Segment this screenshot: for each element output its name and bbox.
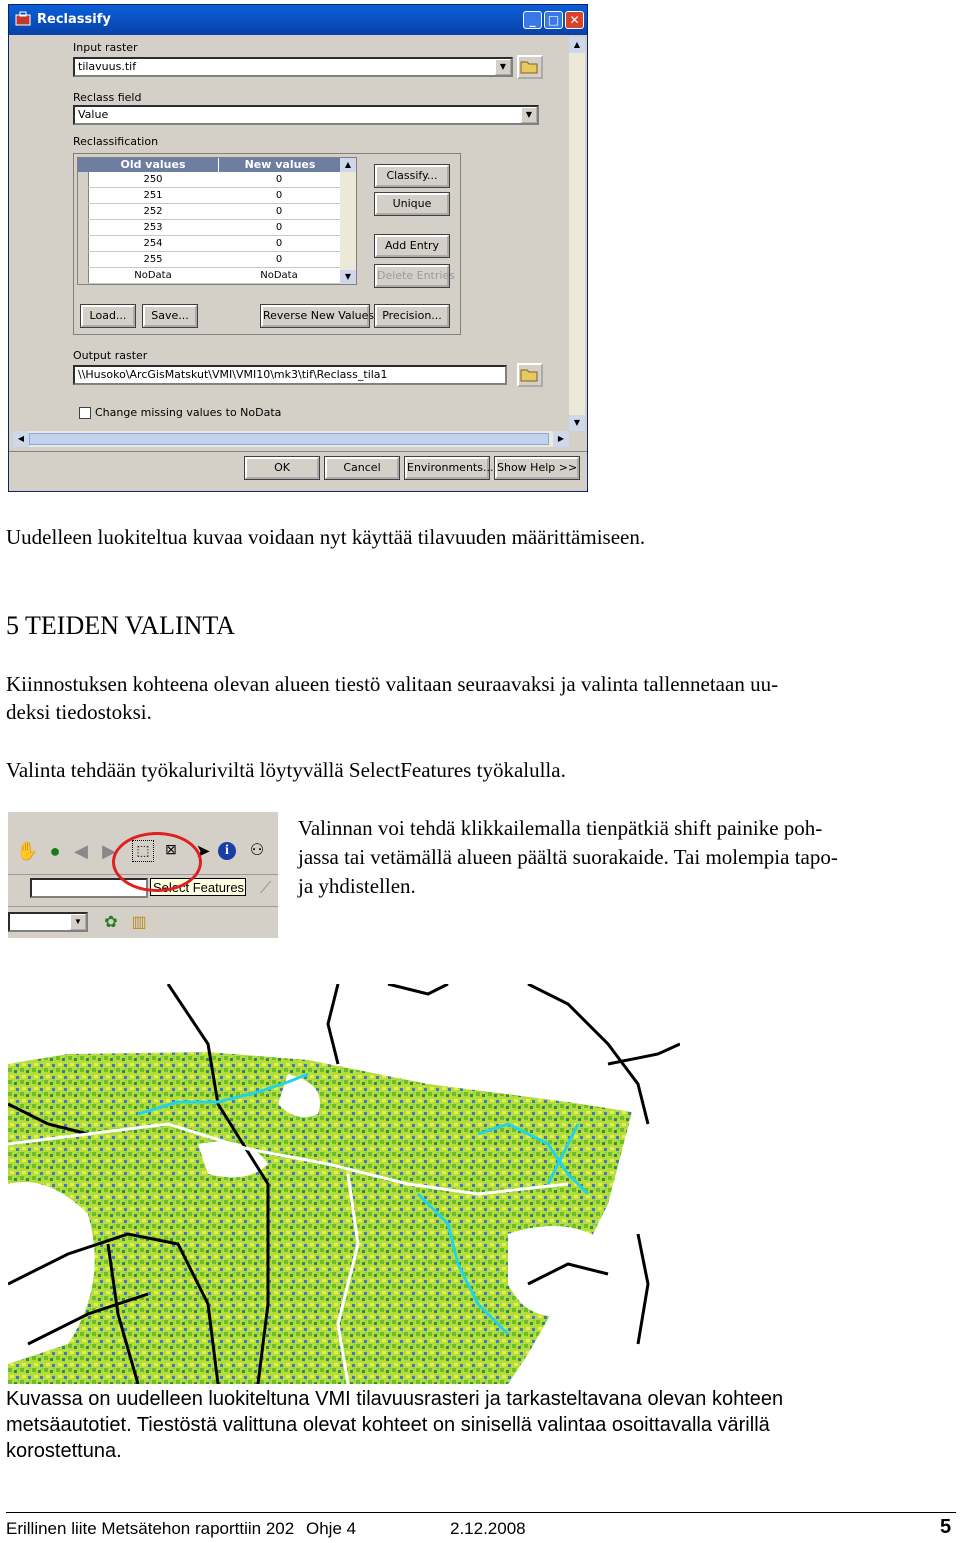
table-body — [88, 172, 340, 284]
identify-icon[interactable]: i — [218, 842, 236, 860]
environments-button[interactable]: Environments... — [405, 457, 489, 479]
reverse-new-values-button[interactable]: Reverse New Values — [261, 305, 369, 327]
chevron-down-icon[interactable]: ▼ — [70, 914, 86, 930]
new-value-cell[interactable]: 0 — [218, 236, 340, 252]
old-value-cell[interactable]: 253 — [88, 220, 218, 236]
side-text-line-2: jassa tai vetämällä alueen päältä suorakaide. Tai molempia tapo- — [298, 845, 838, 869]
clear-selection-icon[interactable]: ⊠ — [165, 843, 177, 858]
table-row[interactable] — [88, 236, 340, 252]
chevron-up-icon[interactable]: ▲ — [569, 37, 585, 53]
reclass-field-label: Reclass field — [73, 91, 142, 104]
close-button[interactable]: ✕ — [565, 11, 584, 29]
delete-entries-button[interactable]: Delete Entries — [375, 265, 449, 287]
back-arrow-icon[interactable]: ◀ — [74, 841, 88, 861]
open-folder-button[interactable] — [517, 55, 543, 79]
folder-icon — [519, 365, 539, 383]
reclassify-dialog — [8, 4, 588, 492]
caption-line-3: korostettuna. — [6, 1440, 122, 1462]
classify-button[interactable]: Classify... — [375, 165, 449, 187]
reclass-field-select[interactable]: Value — [73, 105, 539, 125]
save-folder-button[interactable] — [517, 363, 543, 387]
add-entry-button[interactable]: Add Entry — [375, 235, 449, 257]
find-icon[interactable]: ⚇ — [249, 842, 265, 859]
old-value-cell[interactable]: 254 — [88, 236, 218, 252]
globe-icon[interactable]: ● — [49, 841, 61, 861]
caption-line-2: metsäautotiet. Tiestöstä valittuna olevat kohteet on sinisellä valintaa osoittavalla värillä — [6, 1414, 770, 1436]
paragraph-2-line-2: deksi tiedostoksi. — [6, 700, 152, 724]
output-raster-label: Output raster — [73, 349, 148, 362]
reclassification-label: Reclassification — [73, 135, 159, 148]
show-help-button[interactable]: Show Help >> — [495, 457, 579, 479]
page-number: 5 — [940, 1516, 952, 1538]
old-value-cell[interactable]: 255 — [88, 252, 218, 268]
table-row[interactable] — [88, 268, 340, 284]
edit-tool-icon[interactable]: ⟋ — [260, 880, 272, 897]
chevron-right-icon[interactable]: ▶ — [553, 431, 569, 447]
chevron-up-icon[interactable]: ▲ — [340, 158, 356, 172]
old-value-cell[interactable]: 250 — [88, 172, 218, 188]
histogram-icon[interactable]: ▥ — [131, 914, 147, 931]
select-features-tooltip: Select Features — [150, 878, 246, 896]
forward-arrow-icon[interactable]: ▶ — [102, 841, 116, 861]
ok-button[interactable]: OK — [245, 457, 319, 479]
footer-date: 2.12.2008 — [450, 1519, 526, 1538]
old-value-cell[interactable]: 251 — [88, 188, 218, 204]
scrollbar-thumb[interactable] — [29, 433, 549, 445]
highlight-circle — [112, 832, 202, 892]
raster-map — [8, 984, 680, 1384]
minimize-button[interactable]: _ — [523, 11, 542, 29]
chevron-down-icon[interactable]: ▼ — [495, 59, 511, 75]
reclassification-table[interactable] — [77, 157, 357, 285]
column-header-old-values[interactable]: Old values — [88, 158, 218, 172]
missing-to-nodata-checkbox[interactable] — [79, 407, 91, 419]
dialog-vertical-scrollbar[interactable] — [569, 37, 585, 431]
folder-icon — [519, 57, 539, 75]
side-text-line-1: Valinnan voi tehdä klikkailemalla tienpätkiä shift painike poh- — [298, 816, 823, 840]
precision-button[interactable]: Precision... — [375, 305, 449, 327]
section-heading: 5 TEIDEN VALINTA — [6, 611, 236, 640]
save-button[interactable]: Save... — [143, 305, 197, 327]
chevron-down-icon[interactable]: ▼ — [569, 415, 585, 431]
table-row[interactable] — [88, 204, 340, 220]
pointer-icon[interactable]: ➤ — [195, 841, 211, 861]
toolbar-screenshot — [8, 812, 278, 938]
footer-title: Erillinen liite Metsätehon raporttiin 202 — [6, 1519, 295, 1538]
missing-to-nodata-label: Change missing values to NoData — [95, 406, 282, 419]
dialog-title: Reclassify — [37, 12, 111, 27]
load-button[interactable]: Load... — [81, 305, 135, 327]
paragraph-2-line-1: Kiinnostuksen kohteena olevan alueen tiestö valitaan seuraavaksi ja valinta tallennetaan uu- — [6, 672, 779, 696]
old-value-cell[interactable]: NoData — [88, 268, 218, 284]
dialog-titlebar[interactable] — [9, 5, 587, 35]
input-raster-field[interactable]: tilavuus.tif — [73, 57, 513, 77]
footer-section: Ohje 4 — [306, 1519, 357, 1538]
chevron-left-icon[interactable]: ◀ — [13, 431, 29, 447]
side-text-line-3: ja yhdistellen. — [298, 874, 416, 898]
chevron-down-icon[interactable]: ▼ — [521, 107, 537, 123]
caption-line-1: Kuvassa on uudelleen luokiteltuna VMI tilavuusrasteri ja tarkasteltavana olevan kohteen — [6, 1388, 784, 1410]
footer-rule — [6, 1512, 956, 1513]
new-value-cell[interactable]: 0 — [218, 252, 340, 268]
unique-button[interactable]: Unique — [375, 193, 449, 215]
paragraph-1: Uudelleen luokiteltua kuvaa voidaan nyt käyttää tilavuuden määrittämiseen. — [6, 525, 646, 549]
new-value-cell[interactable]: 0 — [218, 220, 340, 236]
hatch-tool-icon[interactable]: ✿ — [104, 914, 118, 931]
chevron-down-icon[interactable]: ▼ — [340, 270, 356, 284]
new-value-cell[interactable]: NoData — [218, 268, 340, 284]
output-raster-field[interactable]: \\Husoko\ArcGisMatskut\VMI\VMI10\mk3\tif\Reclass_tila1 — [73, 365, 507, 385]
table-scrollbar[interactable] — [340, 158, 356, 284]
new-value-cell[interactable]: 0 — [218, 188, 340, 204]
toolbox-icon — [15, 11, 31, 27]
table-row[interactable] — [88, 220, 340, 236]
column-header-new-values[interactable]: New values — [218, 158, 341, 172]
new-value-cell[interactable]: 0 — [218, 204, 340, 220]
old-value-cell[interactable]: 252 — [88, 204, 218, 220]
input-raster-label: Input raster — [73, 41, 138, 54]
cancel-button[interactable]: Cancel — [325, 457, 399, 479]
paragraph-3: Valinta tehdään työkaluriviltä löytyvällä SelectFeatures työkalulla. — [6, 758, 566, 782]
maximize-button[interactable]: □ — [544, 11, 563, 29]
select-features-icon[interactable]: ⬚ — [132, 840, 154, 862]
table-row[interactable] — [88, 252, 340, 268]
table-row[interactable] — [88, 172, 340, 188]
table-row[interactable] — [88, 188, 340, 204]
new-value-cell[interactable]: 0 — [218, 172, 340, 188]
pan-hand-icon[interactable]: ✋ — [16, 841, 39, 861]
